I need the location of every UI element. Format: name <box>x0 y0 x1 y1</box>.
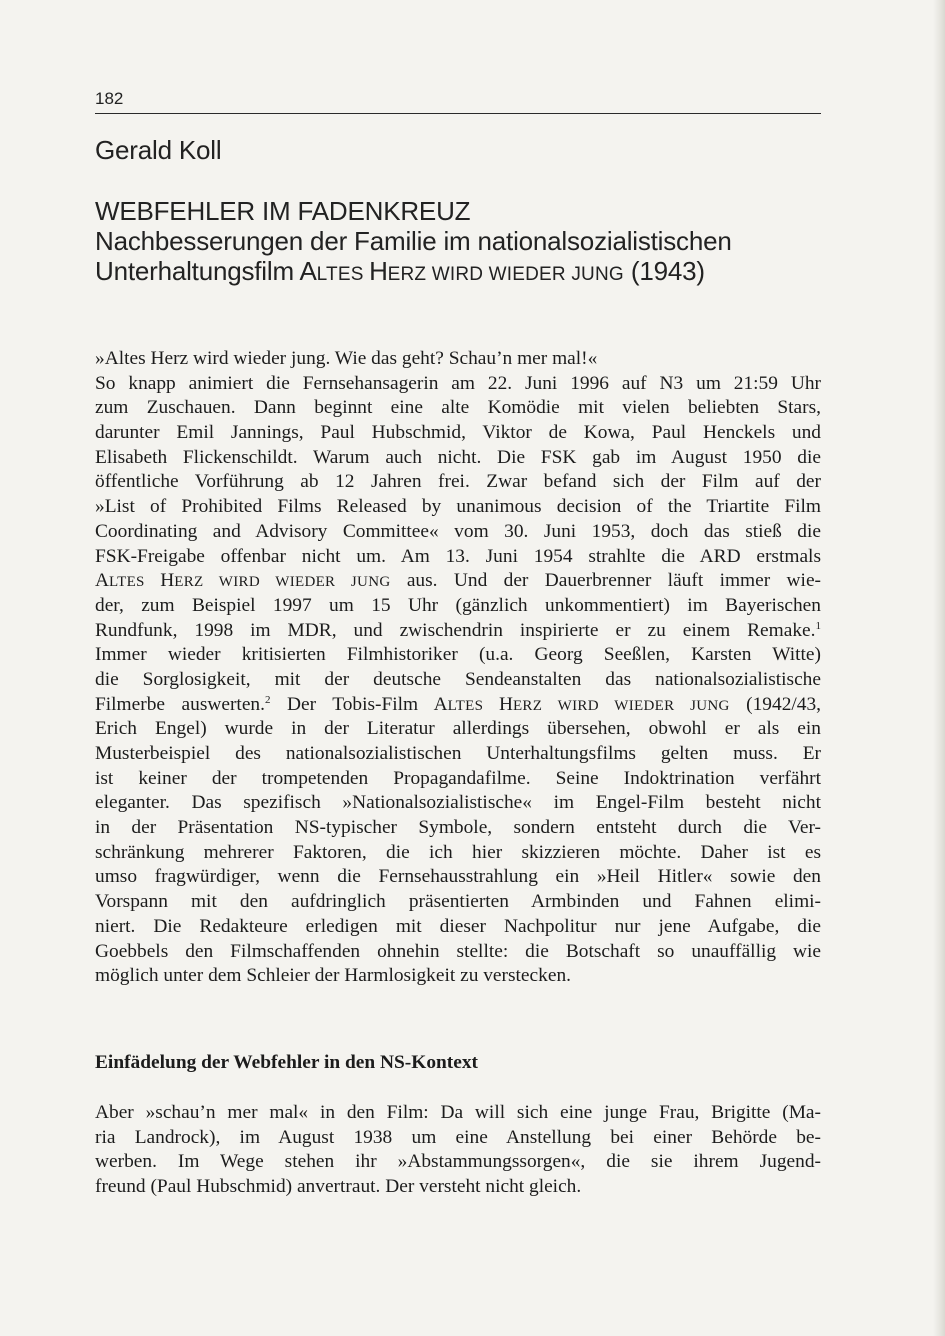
body-text-fragment: Rundfunk, 1998 im MDR, und zwischendrin inspirierte er zu einem Remake. <box>95 619 816 641</box>
body-line: »Altes Herz wird wieder jung. Wie das geht? Schau’n mer mal!« <box>95 348 598 369</box>
body-line: niert. Die Redakteure erledigen mit dieser Nachpolitur nur jene Aufgabe, die <box>95 915 821 937</box>
body-text-fragment: Der Tobis-Film <box>270 693 434 715</box>
author-name: Gerald Koll <box>95 135 222 165</box>
body-line: umso fragwürdiger, wenn die Fernsehausstrahlung ein »Heil Hitler« sowie den <box>95 866 821 888</box>
article-subtitle-line-2 <box>95 256 825 290</box>
film-title-smallcaps: LTES <box>316 264 370 285</box>
body-line: Erich Engel) wurde in der Literatur allerdings übersehen, obwohl er als ein <box>95 718 821 740</box>
body-line: ist keiner der trompetenden Propagandafilme. Seine Indoktrination verfährt <box>95 767 821 789</box>
body-text-fragment: (1942/43, <box>729 693 822 715</box>
section-paragraph <box>95 1101 821 1200</box>
body-line: freund (Paul Hubschmid) anvertraut. Der versteht nicht gleich. <box>95 1176 582 1198</box>
subtitle-text: Unterhaltungsfilm <box>95 256 300 286</box>
article-title: WEBFEHLER IM FADENKREUZ <box>95 196 471 226</box>
body-line: Immer wieder kritisierten Filmhistoriker (u.a. Georg Seeßlen, Karsten Witte) <box>95 644 821 666</box>
body-line: die Sorglosigkeit, mit der deutsche Sendeanstalten das nationalsozialistische <box>95 668 821 690</box>
body-text-fragment: aus. Und der Dauerbrenner läuft immer wie- <box>390 570 822 592</box>
film-title-smallcaps: ERZ WIRD WIEDER JUNG <box>512 697 730 714</box>
footnote-ref-2[interactable]: 2 <box>264 693 271 706</box>
body-line: »List of Prohibited Films Released by unanimous decision of the Triartite Film <box>95 496 821 518</box>
body-line <box>95 693 821 718</box>
body-line <box>95 569 821 594</box>
section-heading: Einfädelung der Webfehler in den NS-Kontext <box>95 1052 479 1073</box>
main-paragraph <box>95 347 821 989</box>
body-line: der, zum Beispiel 1997 um 15 Uhr (gänzlich unkommentiert) im Bayerischen <box>95 594 821 616</box>
body-line: öffentliche Vorführung ab 12 Jahren frei. Zwar befand sich der Film auf der <box>95 471 821 493</box>
body-line: So knapp animiert die Fernsehansagerin am 22. Juni 1996 auf N3 um 21:59 Uhr <box>95 372 821 394</box>
film-title-cap-h: H <box>369 256 388 286</box>
body-line: in der Präsentation NS-typischer Symbole, sondern entsteht durch die Ver- <box>95 817 821 839</box>
film-title-smallcaps-rest: ERZ WIRD WIEDER JUNG <box>387 264 624 285</box>
film-title-cap-a: A <box>299 256 317 286</box>
film-year: (1943) <box>623 256 705 286</box>
film-title-cap: H <box>498 693 513 715</box>
body-line: werben. Im Wege stehen ihr »Abstammungssorgen«, die sie ihrem Jugend- <box>95 1151 821 1173</box>
page-edge-shadow <box>933 0 945 1336</box>
footnote-ref-1[interactable]: 1 <box>815 619 821 632</box>
body-text-fragment: Filmerbe auswerten. <box>95 693 265 715</box>
article-subtitle-line-1: Nachbesserungen der Familie im nationalsozialistischen <box>95 226 732 256</box>
body-line: zum Zuschauen. Dann beginnt eine alte Komödie mit vielen beliebten Stars, <box>95 397 821 419</box>
body-line <box>95 619 821 644</box>
body-line: FSK-Freigabe offenbar nicht um. Am 13. Juni 1954 strahlte die ARD erstmals <box>95 545 821 567</box>
page-number: 182 <box>95 89 124 108</box>
film-title-smallcaps: LTES <box>447 697 499 714</box>
body-line: Coordinating and Advisory Committee« vom 30. Juni 1953, doch das stieß die <box>95 520 821 542</box>
body-line: darunter Emil Jannings, Paul Hubschmid, Viktor de Kowa, Paul Henckels und <box>95 422 821 444</box>
body-line: ria Landrock), im August 1938 um eine Anstellung bei einer Behörde be- <box>95 1126 821 1148</box>
body-line: Goebbels den Filmschaffenden ohnehin stellte: die Botschaft so unauffällig wie <box>95 940 821 962</box>
film-title-cap: A <box>95 570 110 592</box>
body-line: Elisabeth Flickenschildt. Warum auch nicht. Die FSK gab im August 1950 die <box>95 446 821 468</box>
article-title-block <box>95 196 825 290</box>
body-line: möglich unter dem Schleier der Harmlosigkeit zu verstecken. <box>95 965 571 987</box>
film-title-cap: H <box>160 570 175 592</box>
film-title-smallcaps: LTES <box>109 574 161 591</box>
body-line: eleganter. Das spezifisch »Nationalsozialistische« im Engel-Film besteht nicht <box>95 792 821 814</box>
film-title-smallcaps: ERZ WIRD WIEDER JUNG <box>174 574 391 591</box>
body-line: Aber »schau’n mer mal« in den Film: Da will sich eine junge Frau, Brigitte (Ma- <box>95 1102 821 1123</box>
header-rule <box>95 113 821 114</box>
body-line: Vorspann mit den aufdringlich präsentierten Armbinden und Fahnen elimi- <box>95 891 821 913</box>
body-line: schränkung mehrerer Faktoren, die ich hier skizzieren möchte. Daher ist es <box>95 841 821 863</box>
film-title-cap: A <box>433 693 448 715</box>
body-line: Musterbeispiel des nationalsozialistischen Unterhaltungsfilms gelten muss. Er <box>95 743 821 764</box>
